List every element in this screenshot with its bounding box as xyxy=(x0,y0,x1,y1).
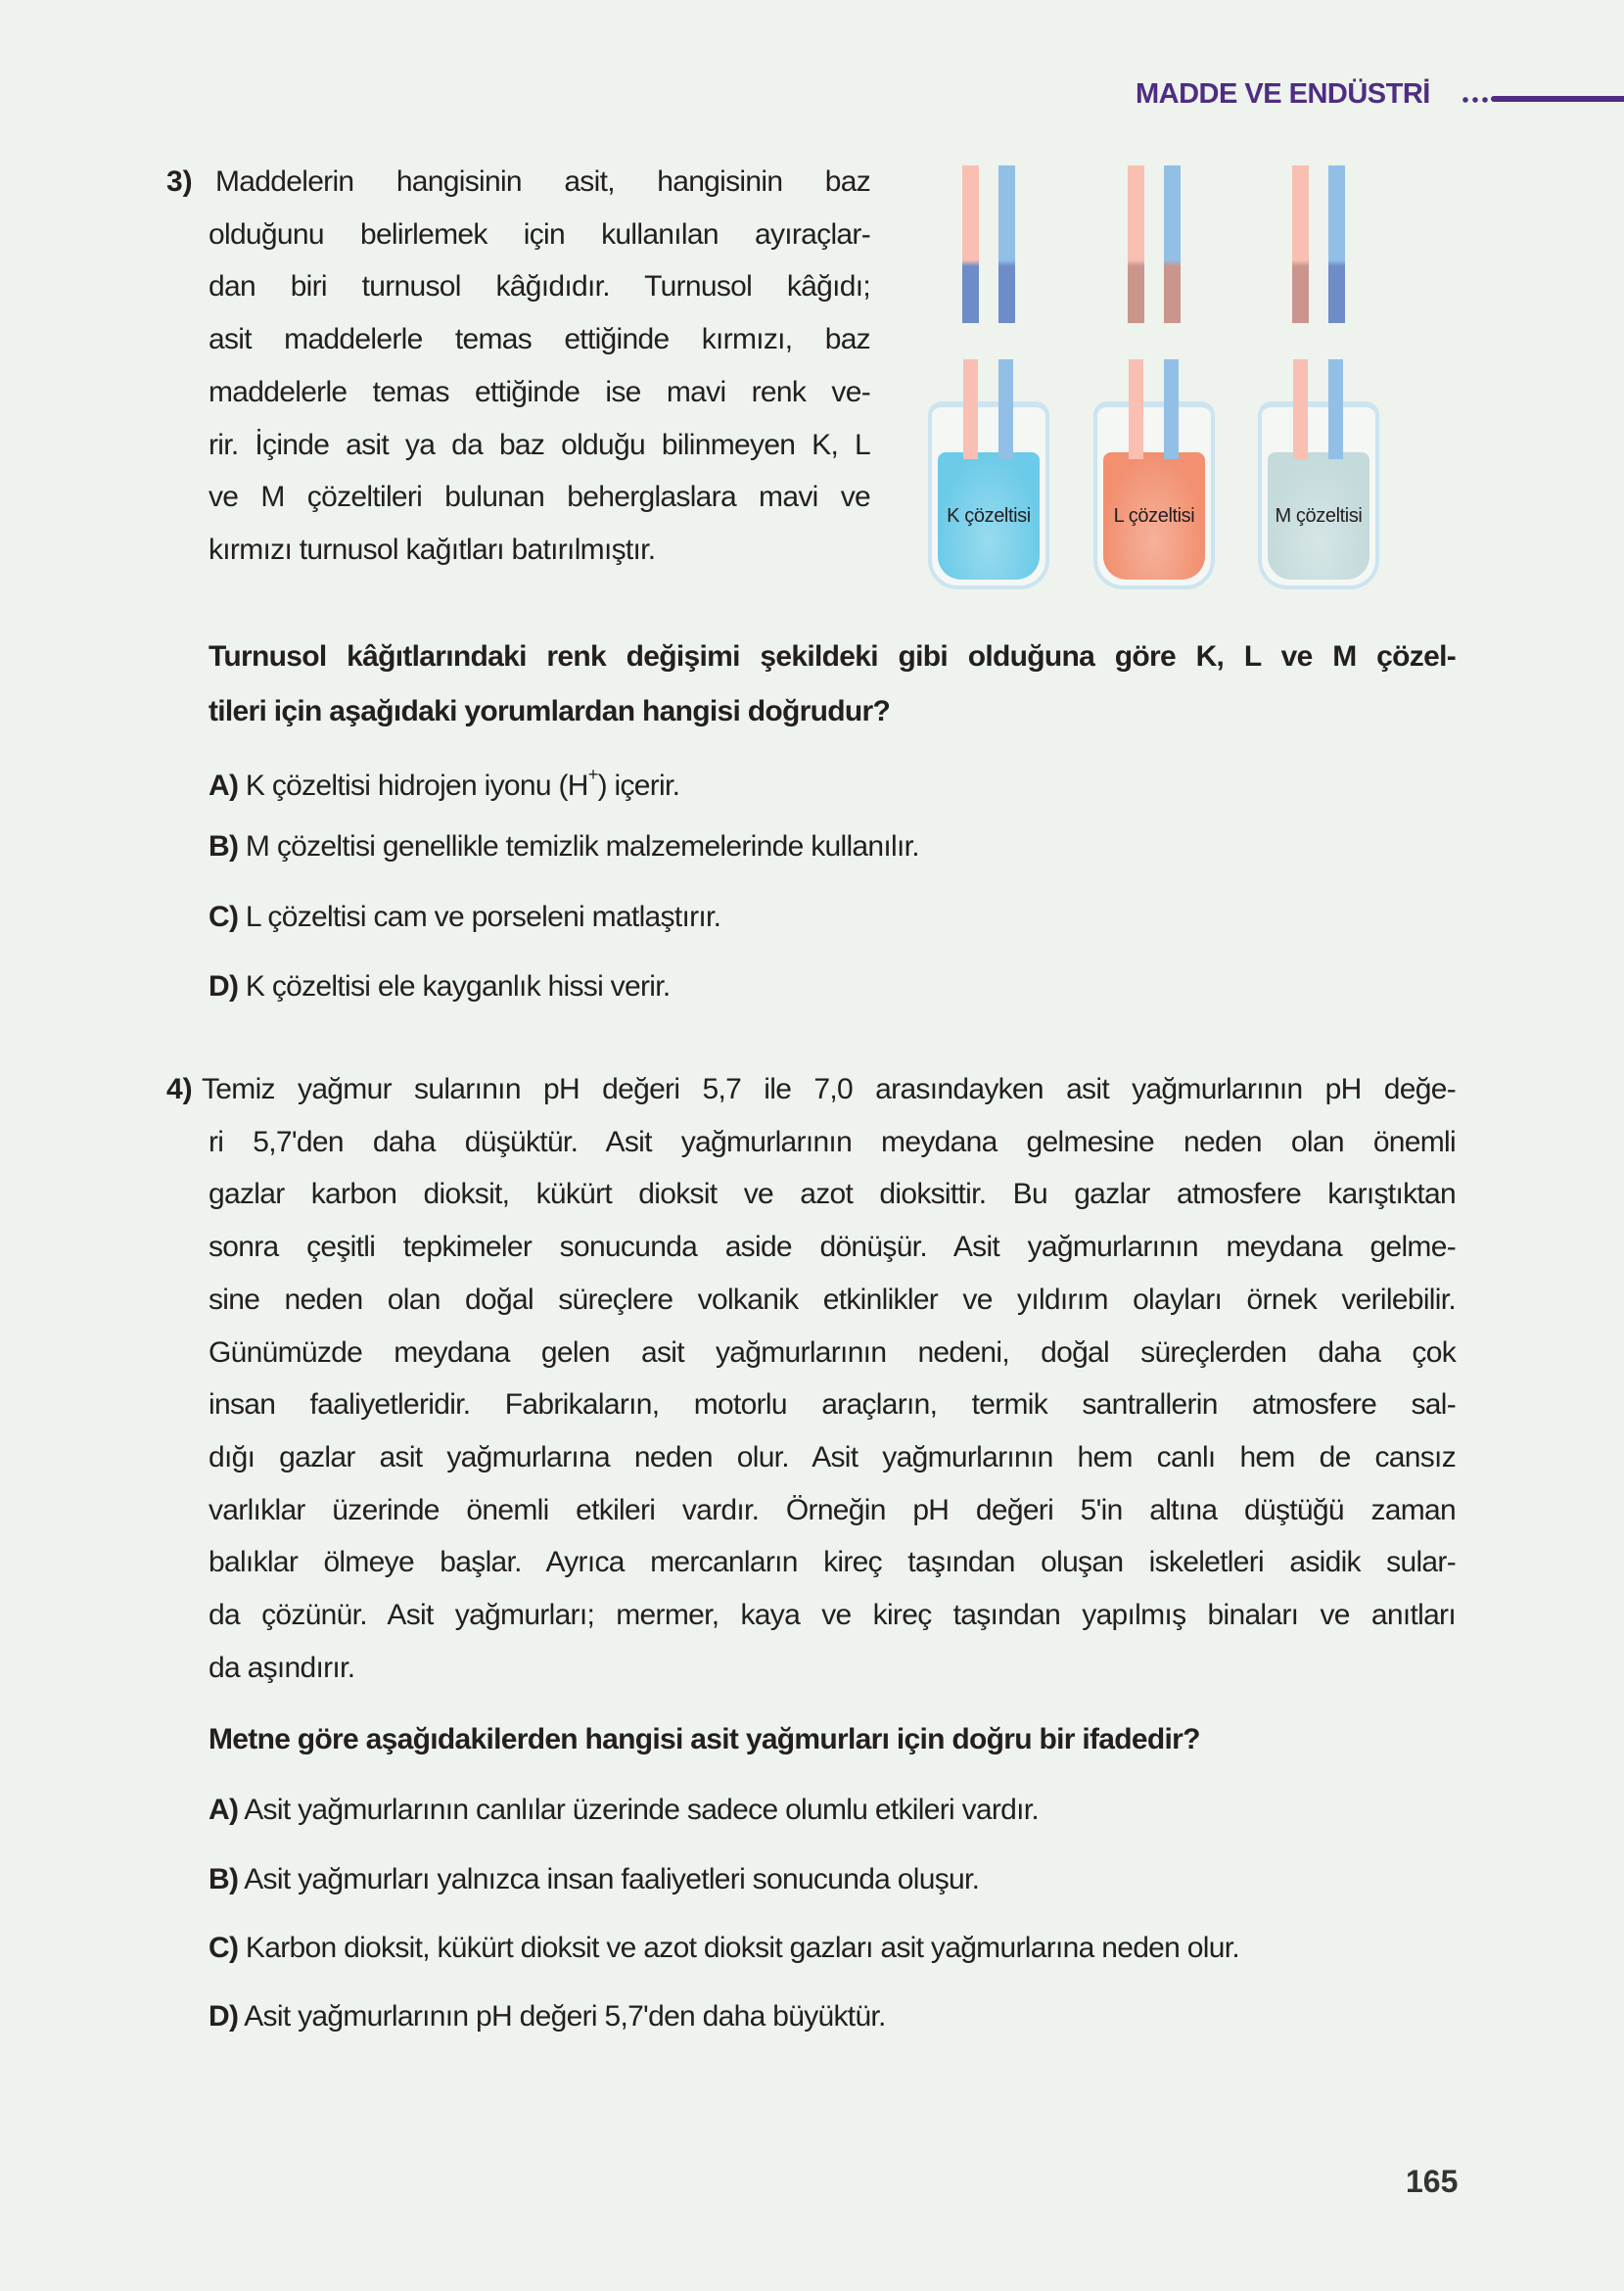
answer-option[interactable] xyxy=(209,1860,979,1899)
option-letter: C) xyxy=(209,1932,239,1964)
paragraph-line: Günümüzde meydana gelen asit yağmurlarının nedeni, doğal süreçlerden daha çok xyxy=(209,1335,1456,1369)
paragraph-line: kırmızı turnusol kağıtları batırılmıştır. xyxy=(209,533,656,566)
paragraph-line: balıklar ölmeye başlar. Ayrıca mercanların kireç taşından oluşan iskeletleri asidik sular- xyxy=(209,1546,1456,1579)
option-text: K çözeltisi hidrojen iyonu (H xyxy=(245,770,588,802)
superscript-plus: + xyxy=(587,765,598,784)
blue-litmus-strip xyxy=(1328,359,1343,459)
page-number: 165 xyxy=(1406,2164,1459,2199)
option-letter: D) xyxy=(209,2000,239,2033)
question-number: 4) xyxy=(166,1073,193,1105)
red-litmus-strip-result xyxy=(962,165,979,323)
option-letter: A) xyxy=(209,1794,239,1826)
option-text: Asit yağmurları yalnızca insan faaliyetleri sonucunda oluşur. xyxy=(244,1863,980,1895)
question-prompt: Metne göre aşağıdakilerden hangisi asit yağmurları için doğru bir ifadedir? xyxy=(209,1723,1200,1755)
answer-option[interactable] xyxy=(209,898,720,937)
paragraph-line: sine neden olan doğal süreçlere volkanik etkinlikler ve yıldırım olayları örnek verilebilir. xyxy=(209,1283,1456,1316)
header-rule xyxy=(1491,96,1624,102)
red-litmus-strip xyxy=(1129,359,1143,459)
paragraph-line: varlıklar üzerinde önemli etkileri vardır. Örneğin pH değeri 5'in altına düştüğü zaman xyxy=(209,1493,1456,1526)
question-number: 3) xyxy=(166,165,193,198)
option-text-after: ) içerir. xyxy=(597,770,680,802)
option-text: L çözeltisi cam ve porseleni matlaştırır. xyxy=(245,901,721,933)
paragraph-line: ve M çözeltileri bulunan beherglaslara mavi ve xyxy=(209,481,870,514)
paragraph-line: insan faaliyetleridir. Fabrikaların, motorlu araçların, termik santrallerin atmosfere sal- xyxy=(209,1388,1456,1422)
blue-litmus-strip-result xyxy=(1164,165,1181,323)
paragraph-line: olduğunu belirlemek için kullanılan ayıraçlar- xyxy=(209,217,870,251)
option-text: Asit yağmurlarının pH değeri 5,7'den daha büyüktür. xyxy=(244,2000,886,2033)
blue-litmus-strip xyxy=(1164,359,1179,459)
solution-label: L çözeltisi xyxy=(1113,504,1195,527)
beaker xyxy=(928,401,1049,589)
blue-litmus-strip xyxy=(998,359,1013,459)
blue-litmus-strip-result xyxy=(1328,165,1345,323)
paragraph-line: dan biri turnusol kâğıdıdır. Turnusol kâğıdı; xyxy=(209,270,870,304)
solution-liquid xyxy=(1103,452,1205,580)
option-text: Asit yağmurlarının canlılar üzerinde sadece olumlu etkileri vardır. xyxy=(244,1794,1040,1826)
paragraph-line: da aşındırır. xyxy=(209,1651,355,1684)
paragraph-line: sonra çeşitli tepkimeler sonucunda aside dönüşür. Asit yağmurlarının meydana gelme- xyxy=(209,1231,1456,1264)
paragraph-line: rir. İçinde asit ya da baz olduğu bilinmeyen K, L xyxy=(209,428,870,461)
answer-option[interactable] xyxy=(209,827,919,866)
option-text: K çözeltisi ele kayganlık hissi verir. xyxy=(245,970,671,1003)
solution-label: K çözeltisi xyxy=(947,504,1031,527)
answer-option[interactable] xyxy=(209,759,679,806)
option-letter: A) xyxy=(209,770,239,802)
answer-option[interactable] xyxy=(209,967,671,1006)
option-text: Karbon dioksit, kükürt dioksit ve azot dioksit gazları asit yağmurlarına neden olur. xyxy=(245,1932,1239,1964)
option-letter: C) xyxy=(209,901,239,933)
paragraph-line: gazlar karbon dioksit, kükürt dioksit ve azot dioksittir. Bu gazlar atmosfere karıştıktan xyxy=(209,1178,1456,1211)
question-prompt-line: tileri için aşağıdaki yorumlardan hangisi doğrudur? xyxy=(209,695,891,727)
solution-liquid xyxy=(1268,452,1369,580)
red-litmus-strip-result xyxy=(1292,165,1309,323)
answer-option[interactable] xyxy=(209,1929,1239,1968)
paragraph-line: Maddelerin hangisinin asit, hangisinin baz xyxy=(215,165,870,198)
header-dots xyxy=(1461,97,1490,103)
blue-litmus-strip-result xyxy=(998,165,1015,323)
beaker xyxy=(1093,401,1215,589)
paragraph-line: maddelerle temas ettiğinde ise mavi renk ve- xyxy=(209,375,870,408)
question-prompt-line: Turnusol kâğıtlarındaki renk değişimi şekildeki gibi olduğuna göre K, L ve M çözel- xyxy=(209,640,1456,673)
option-text: M çözeltisi genellikle temizlik malzemelerinde kullanılır. xyxy=(245,830,919,863)
red-litmus-strip xyxy=(963,359,978,459)
answer-option[interactable] xyxy=(209,1997,886,2036)
paragraph-line: da çözünür. Asit yağmurları; mermer, kaya ve kireç taşından yapılmış binaları ve anıtları xyxy=(209,1599,1456,1631)
solution-liquid xyxy=(938,452,1040,580)
solution-label: M çözeltisi xyxy=(1275,504,1363,527)
paragraph-line: dığı gazlar asit yağmurlarına neden olur. Asit yağmurlarının hem canlı hem de cansız xyxy=(209,1440,1456,1473)
option-letter: D) xyxy=(209,970,239,1003)
option-letter: B) xyxy=(209,1863,239,1895)
section-title: MADDE VE ENDÜSTRİ xyxy=(1136,78,1430,110)
paragraph-line: ri 5,7'den daha düşüktür. Asit yağmurlarının meydana gelmesine neden olan önemli xyxy=(209,1125,1456,1158)
red-litmus-strip xyxy=(1293,359,1308,459)
red-litmus-strip-result xyxy=(1128,165,1144,323)
answer-option[interactable] xyxy=(209,1791,1039,1830)
option-letter: B) xyxy=(209,830,239,863)
beaker xyxy=(1258,401,1379,589)
paragraph-line: Temiz yağmur sularının pH değeri 5,7 ile 7,0 arasındayken asit yağmurlarının pH değe- xyxy=(202,1073,1456,1105)
paragraph-line: asit maddelerle temas ettiğinde kırmızı, baz xyxy=(209,323,870,356)
